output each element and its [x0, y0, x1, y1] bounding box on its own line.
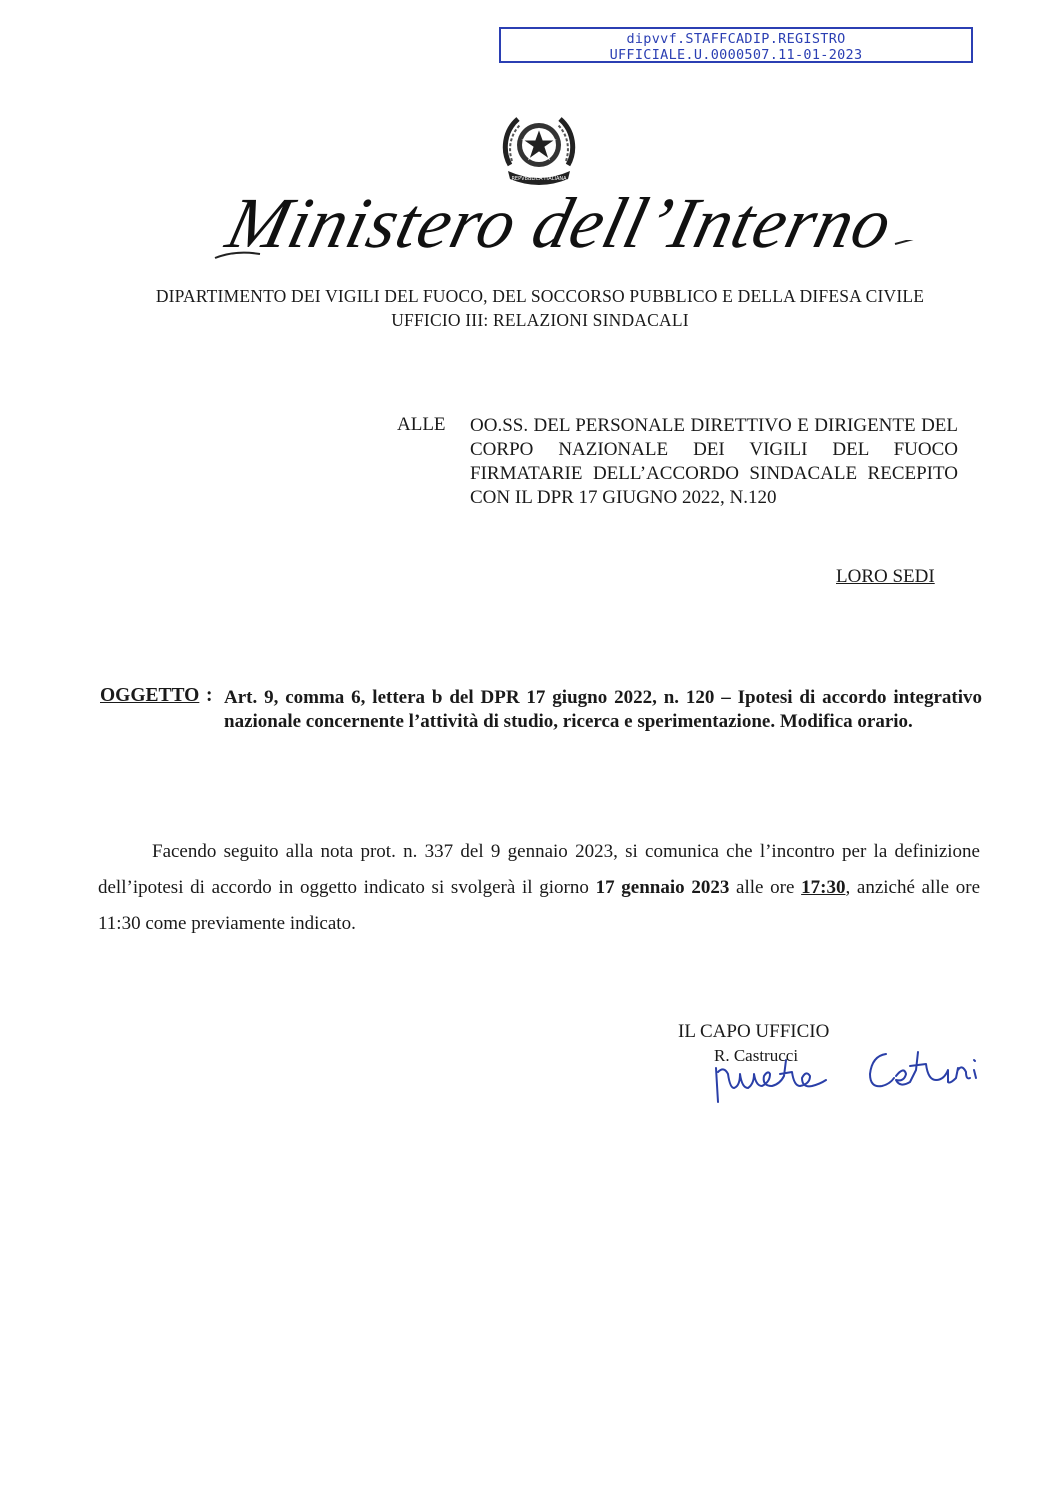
svg-text:REPVBBLICA ITALIANA: REPVBBLICA ITALIANA [511, 176, 567, 182]
addressee-text: OO.SS. DEL PERSONALE DIRETTIVO E DIRIGENTE DEL CORPO NAZIONALE DEI VIGILI DEL FUOCO FIRMATARIE DELL’ACCORDO SINDACALE RECEPITO CON IL DPR 17 GIUGNO 2022, N.120 [470, 415, 958, 508]
heading-flourish [205, 240, 925, 270]
subject-text: Art. 9, comma 6, lettera b del DPR 17 giugno 2022, n. 120 – Ipotesi di accordo integrativo nazionale concernente l’attività di studio, ricerca e sperimentazione. Modifica orario. [224, 687, 982, 732]
meeting-date: 17 gennaio 2023 [595, 877, 730, 898]
office-name: UFFICIO III: RELAZIONI SINDACALI [391, 310, 689, 330]
signer-name: R. Castrucci [714, 1046, 799, 1065]
meeting-time: 17:30 [801, 877, 846, 898]
protocol-stamp [499, 27, 973, 63]
body-text-part2: alle ore [729, 877, 802, 898]
protocol-line-1: dipvvf.STAFFCADIP.REGISTRO [626, 31, 846, 47]
body-paragraph [98, 834, 980, 942]
subject-label: OGGETTO [100, 685, 200, 706]
handwritten-signature [700, 1030, 1000, 1120]
addressee-closing: LORO SEDI [836, 566, 935, 587]
protocol-line-2: UFFICIALE.U.0000507.11-01-2023 [609, 47, 863, 63]
italian-republic-emblem-icon [498, 107, 580, 189]
body-text-part1: Facendo seguito alla nota prot. n. 337 del 9 gennaio 2023, si comunica che l’incontro per la definizione dell’ipotesi di accordo in oggetto indicato si svolgerà il giorno [98, 841, 980, 898]
body-text-part3: , anziché alle ore 11:30 come previamente indicato. [98, 877, 981, 934]
ministry-heading: Ministero dell’Interno [219, 183, 901, 263]
addressee-prefix: ALLE [397, 414, 446, 435]
signer-title: IL CAPO UFFICIO [678, 1021, 830, 1042]
subject-colon: : [206, 685, 213, 706]
department-name: DIPARTIMENTO DEI VIGILI DEL FUOCO, DEL SOCCORSO PUBBLICO E DELLA DIFESA CIVILE [155, 286, 925, 306]
